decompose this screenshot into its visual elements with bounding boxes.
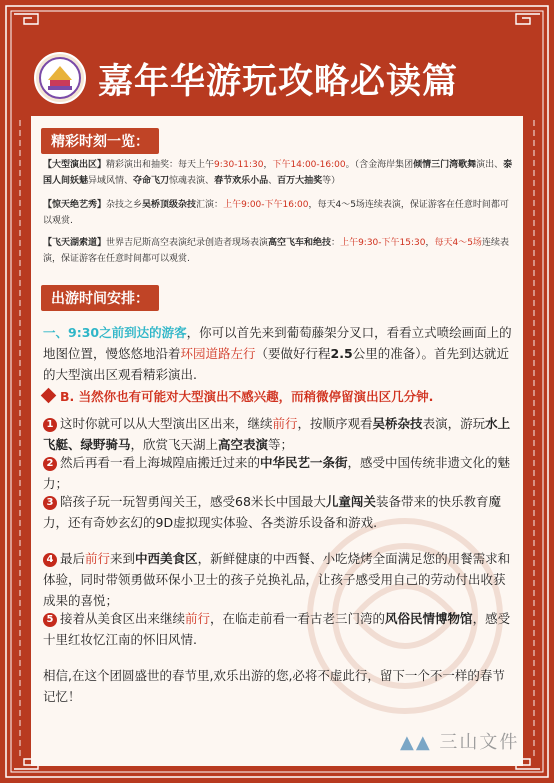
step-number-icon: 3: [43, 496, 57, 510]
option-b-line: B. 当然你也有可能对大型演出不感兴趣，而稍微停留演出区几分钟.: [43, 386, 517, 407]
carnival-logo-icon: [34, 52, 86, 104]
section-tag-schedule: 出游时间安排：: [41, 285, 159, 311]
step-number-icon: 1: [43, 418, 57, 432]
step-item: 1 这时你就可以从大型演出区出来，继续前行，按顺序观看吴桥杂技表演，游玩水上飞艇、绿野骑马，欣赏飞天湖上高空表演等；: [43, 416, 511, 452]
step-item: 3 陪孩子玩一玩智勇闯关王，感受68米长中国最大儿童闯关装备带来的快乐教育魔力，还有奇妙玄幻的9D虚拟现实体验、各类游乐设备和游戏.: [43, 494, 501, 530]
step-item: 5 接着从美食区出来继续前行，在临走前看一看古老三门湾的风俗民情博物馆，感受十里红妆忆江南的怀旧风情.: [43, 611, 511, 647]
step-item: 4 最后前行来到中西美食区，新鲜健康的中西餐、小吃烧烤全面满足您的用餐需求和体验，同时带领勇做环保小卫士的孩子兑换礼品，让孩子感受用自己的劳动付出收获成果的喜悦；: [43, 551, 511, 608]
step-number-icon: 4: [43, 553, 57, 567]
step-number-icon: 2: [43, 457, 57, 471]
page-title: 嘉年华游玩攻略必读篇: [98, 62, 459, 102]
watermark-logo-icon: ▲▲: [400, 732, 432, 753]
header: [0, 40, 554, 110]
arrival-paragraph: 一、9:30之前到达的游客，你可以首先来到葡萄藤架分叉口，看看立式喷绘画面上的地图位置，慢悠悠地沿着环园道路左行（要做好行程2.5公里的准备）。首先到达就近的大型演出区观看精彩演出.: [43, 325, 512, 382]
section-tag-highlights: 精彩时刻一览：: [41, 128, 159, 154]
closing-paragraph: 相信,在这个团圆盛世的春节里,欢乐出游的您,必将不虚此行，留下一个不一样的春节记忆！: [43, 668, 505, 704]
show-acrobatics: 【惊天绝艺秀】杂技之乡吴桥顶级杂技汇演：上午9:00-下午16:00，每天4～5场连续表演，保证游客在任意时间都可以观赏.: [43, 200, 509, 226]
step-number-icon: 5: [43, 613, 57, 627]
watermark: ▲▲ 三山文件: [400, 732, 520, 753]
show-ropeway: 【飞天湖索道】世界吉尼斯高空表演纪录创造者现场表演高空飞车和绝技：上午9:30-下午15:30，每天4～5场连续表演，保证游客在任意时间都可以观赏.: [43, 238, 509, 264]
diamond-bullet-icon: [41, 388, 57, 404]
show-main-stage: 【大型演出区】精彩演出和抽奖：每天上午9:30-11:30，下午14:00-16:00。（含金海岸集团倾情三门湾歌舞演出、泰国人间妖魅异域风情、夺命飞刀惊魂表演、春节欢乐小品、百万大抽奖等）: [43, 160, 513, 186]
step-item: 2 然后再看一看上海城隍庙搬迁过来的中华民艺一条街，感受中国传统非遗文化的魅力；: [43, 455, 511, 491]
